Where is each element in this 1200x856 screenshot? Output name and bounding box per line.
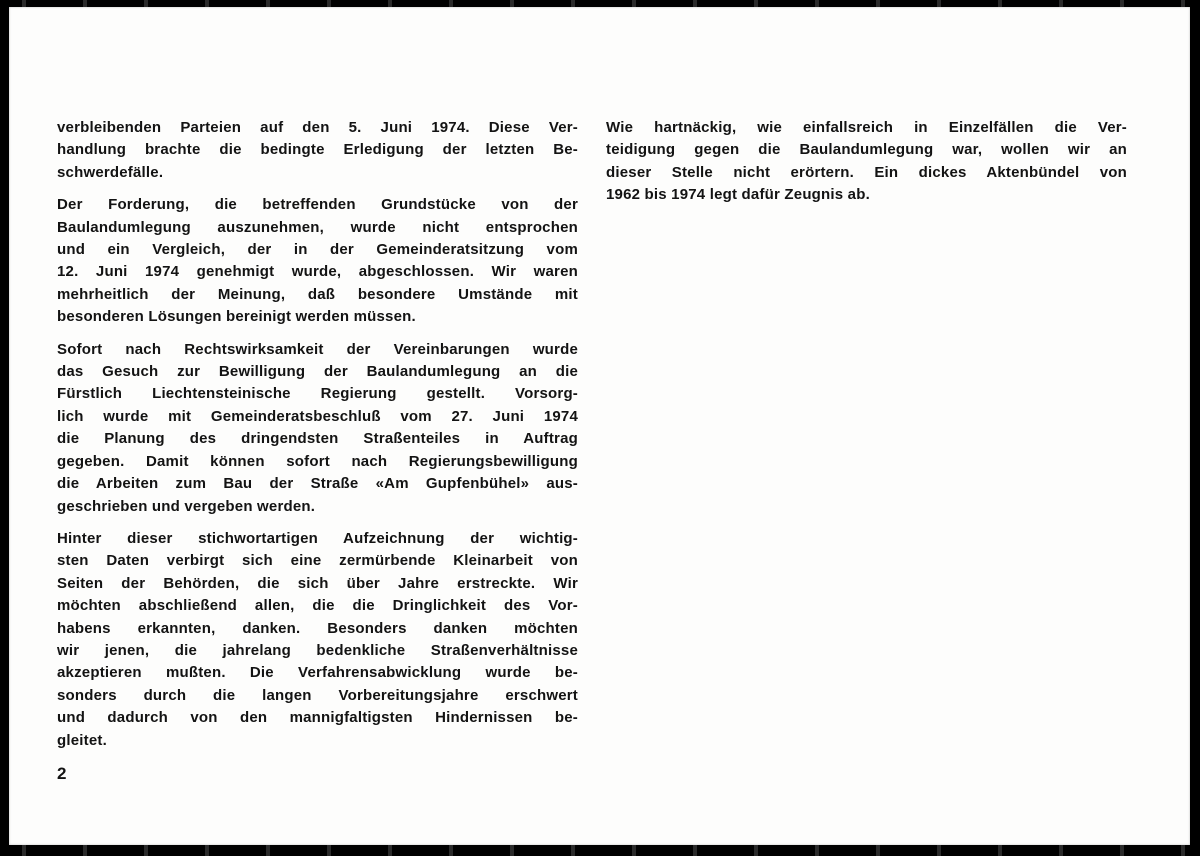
- text-line: die Planung des dringendsten Straßenteiles in Auftrag: [57, 430, 578, 448]
- text-line: Fürstlich Liechtensteinische Regierung gestellt. Vorsorg-: [57, 385, 578, 403]
- text-line: dieser Stelle nicht erörtern. Ein dickes Aktenbündel von: [606, 163, 1127, 181]
- text-line: und ein Vergleich, der in der Gemeinderatsitzung vom: [57, 241, 578, 259]
- text-line: teidigung gegen die Baulandumlegung war, wollen wir an: [606, 141, 1127, 159]
- text-line: geschrieben und vergeben werden.: [57, 497, 316, 515]
- text-line: das Gesuch zur Bewilligung der Baulandumlegung an die: [57, 363, 578, 381]
- text-line: möchten abschließend allen, die die Dringlichkeit des Vor-: [57, 597, 578, 615]
- text-columns: [57, 117, 1127, 762]
- text-line: gleitet.: [57, 731, 107, 749]
- paragraph: [57, 117, 578, 184]
- paragraph: [57, 339, 578, 518]
- paragraph: [606, 117, 1127, 207]
- text-line: wir jenen, die jahrelang bedenkliche Straßenverhältnisse: [57, 641, 578, 659]
- text-line: gegeben. Damit können sofort nach Regierungsbewilligung: [57, 452, 578, 470]
- right-column: [606, 117, 1127, 762]
- text-line: besonderen Lösungen bereinigt werden müssen.: [57, 308, 416, 326]
- text-line: Wie hartnäckig, wie einfallsreich in Einzelfällen die Ver-: [606, 119, 1127, 136]
- text-line: 12. Juni 1974 genehmigt wurde, abgeschlossen. Wir waren: [57, 263, 578, 281]
- text-line: akzeptieren mußten. Die Verfahrensabwicklung wurde be-: [57, 664, 578, 682]
- document-page: [9, 7, 1190, 845]
- text-line: die Arbeiten zum Bau der Straße «Am Gupfenbühel» aus-: [57, 475, 578, 493]
- text-line: schwerdefälle.: [57, 163, 164, 181]
- text-line: Sofort nach Rechtswirksamkeit der Vereinbarungen wurde: [57, 340, 578, 358]
- page-number: 2: [57, 764, 67, 783]
- text-line: sonders durch die langen Vorbereitungsjahre erschwert: [57, 686, 578, 704]
- text-line: Baulandumlegung auszunehmen, wurde nicht entsprochen: [57, 218, 578, 236]
- text-line: Seiten der Behörden, die sich über Jahre erstreckte. Wir: [57, 574, 578, 592]
- text-line: mehrheitlich der Meinung, daß besondere Umstände mit: [57, 285, 578, 303]
- paragraph: [57, 528, 578, 752]
- paragraph: [57, 194, 578, 328]
- left-column: [57, 117, 578, 762]
- text-line: habens erkannten, danken. Besonders danken möchten: [57, 619, 578, 637]
- text-line: 1962 bis 1974 legt dafür Zeugnis ab.: [606, 186, 870, 204]
- text-line: sten Daten verbirgt sich eine zermürbende Kleinarbeit von: [57, 552, 578, 570]
- text-line: Hinter dieser stichwortartigen Aufzeichnung der wichtig-: [57, 529, 578, 547]
- text-line: verbleibenden Parteien auf den 5. Juni 1974. Diese Ver-: [57, 119, 578, 136]
- text-line: und dadurch von den mannigfaltigsten Hindernissen be-: [57, 709, 578, 727]
- text-line: lich wurde mit Gemeinderatsbeschluß vom 27. Juni 1974: [57, 407, 578, 425]
- text-line: handlung brachte die bedingte Erledigung der letzten Be-: [57, 141, 578, 159]
- text-line: Der Forderung, die betreffenden Grundstücke von der: [57, 196, 578, 214]
